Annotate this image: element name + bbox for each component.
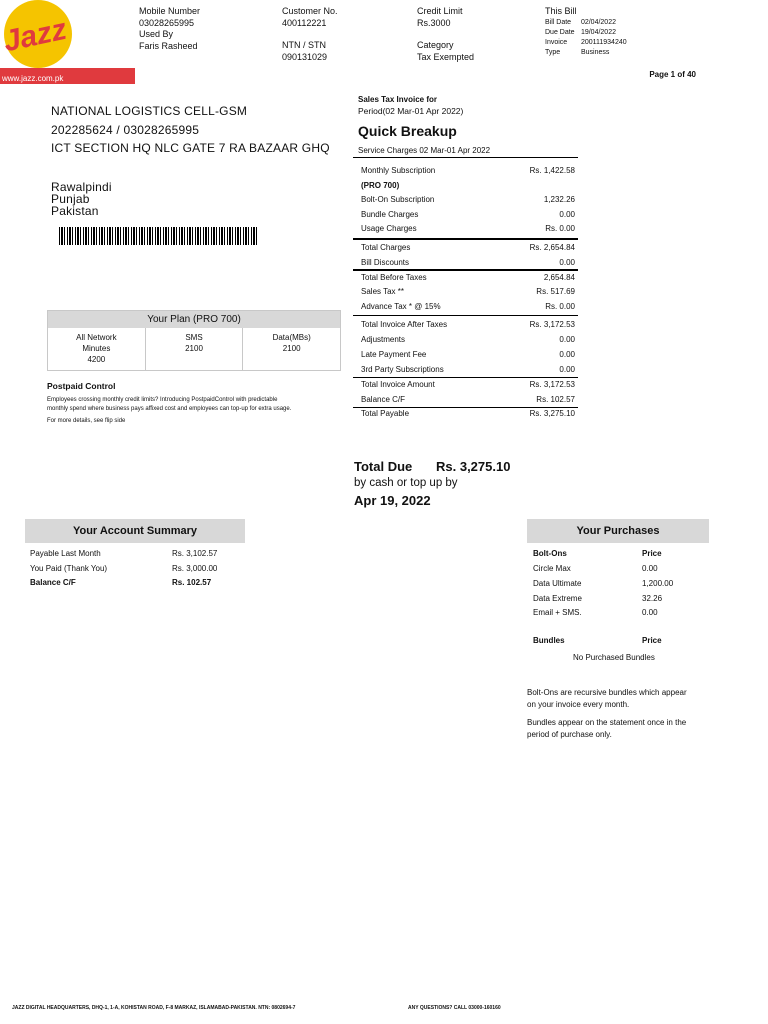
bolton-data-ultimate: Data Ultimate 1,200.00 <box>533 579 674 588</box>
credit-value: Rs.3000 <box>417 17 451 28</box>
footer-address: JAZZ DIGITAL HEADQUARTERS, DHQ-1, 1-A, KOHISTAN ROAD, F-8 MARKAZ, ISLAMABAD-PAKISTAN. NTN: 0802694-7 <box>12 1005 296 1011</box>
postpaid-link[interactable]: For more details, see flip side <box>47 418 126 424</box>
header-mobile-block <box>139 6 200 52</box>
rule-after-taxes <box>353 315 578 316</box>
jazz-logo <box>0 0 80 68</box>
header-customer-block <box>282 6 338 63</box>
customer-address <box>51 102 330 158</box>
customer-name: NATIONAL LOGISTICS CELL-GSM <box>51 104 248 118</box>
customer-street: ICT SECTION HQ NLC GATE 7 RA BAZAAR GHQ <box>51 141 330 155</box>
total-due <box>354 459 510 474</box>
boltons-note: Bolt-Ons are recursive bundles which appear on your invoice every month. Bundles appear on the statement once in the period of purchase only. <box>527 688 687 739</box>
breakup-top-rule <box>353 157 578 158</box>
row-advance-tax: Advance Tax * @ 15% Rs. 0.00 <box>361 302 575 311</box>
row-bill-discounts: Bill Discounts 0.00 <box>361 258 575 267</box>
type-row: Type Business <box>545 48 610 56</box>
footer-helpline[interactable]: ANY QUESTIONS? CALL 03000-160160 <box>408 1005 501 1011</box>
customer-province: Punjab <box>51 192 90 206</box>
barcode <box>59 227 259 245</box>
row-total-before-taxes: Total Before Taxes 2,654.84 <box>361 273 575 282</box>
bill-date-row: Bill Date 02/04/2022 <box>545 18 616 26</box>
summary-payable-last-month: Payable Last Month Rs. 3,102.57 <box>30 549 218 558</box>
used-by-label: Used By <box>139 29 174 39</box>
page-number: Page 1 of 40 <box>649 70 696 79</box>
row-plan-name: (PRO 700) <box>361 181 400 190</box>
postpaid-title: Postpaid Control <box>47 381 116 391</box>
plan-sms: SMS 2100 <box>146 328 244 370</box>
mobile-label: Mobile Number <box>139 6 201 16</box>
summary-you-paid: You Paid (Thank You) Rs. 3,000.00 <box>30 564 218 573</box>
customer-country: Pakistan <box>51 204 99 218</box>
boltons-header: Bolt-Ons Price <box>533 549 662 558</box>
row-total-payable: Total Payable Rs. 3,275.10 <box>361 409 575 418</box>
row-bolt-on: Bolt-On Subscription 1,232.26 <box>361 195 575 204</box>
summary-balance-cf: Balance C/F Rs. 102.57 <box>30 578 212 587</box>
no-bundles: No Purchased Bundles <box>573 653 655 662</box>
customer-account: 202285624 / 03028265995 <box>51 122 200 137</box>
row-late-fee: Late Payment Fee 0.00 <box>361 350 575 359</box>
service-charges-period: Service Charges 02 Mar-01 Apr 2022 <box>358 146 491 155</box>
postpaid-line2: monthly spend where business pays affixed cost and employees can top-up for extra usage. <box>47 406 292 412</box>
mobile-value: 03028265995 <box>139 17 195 28</box>
payment-method: by cash or top up by <box>354 477 458 489</box>
header-this-bill-block <box>545 6 627 58</box>
bolton-email-sms: Email + SMS. 0.00 <box>533 608 658 617</box>
plan-data: Data(MBs) 2100 <box>272 333 311 353</box>
row-total-invoice-amount: Total Invoice Amount Rs. 3,172.53 <box>361 380 575 389</box>
invoice-period: Period(02 Mar-01 Apr 2022) <box>358 106 464 116</box>
ntn-value: 090131029 <box>282 51 328 62</box>
due-date-row: Due Date 19/04/2022 <box>545 28 616 36</box>
used-by-value: Faris Rasheed <box>139 40 198 51</box>
bundles-header: Bundles Price <box>533 636 662 645</box>
customer-value: 400112221 <box>282 17 327 28</box>
header-credit-block <box>417 6 474 63</box>
logo-text: Jazz <box>0 12 70 59</box>
plan-title: Your Plan (PRO 700) <box>48 311 340 328</box>
postpaid-control <box>47 381 291 426</box>
invoice-row: Invoice 200111934240 <box>545 38 627 46</box>
plan-minutes: All Network Minutes 4200 <box>48 328 146 370</box>
credit-label: Credit Limit <box>417 6 463 16</box>
category-label: Category <box>417 40 454 50</box>
due-date: Apr 19, 2022 <box>354 493 431 508</box>
postpaid-line1: Employees crossing monthly credit limits? Introducing PostpaidControl with predictable <box>47 397 278 403</box>
bolton-circle-max: Circle Max 0.00 <box>533 564 658 573</box>
row-monthly-subscription: Monthly Subscription Rs. 1,422.58 <box>361 166 575 175</box>
row-sales-tax: Sales Tax ** Rs. 517.69 <box>361 287 575 296</box>
purchases-title: Your Purchases <box>527 519 709 543</box>
quick-breakup-title: Quick Breakup <box>358 123 457 139</box>
total-due-label: Total Due <box>354 459 413 474</box>
row-balance-cf: Balance C/F Rs. 102.57 <box>361 395 575 404</box>
account-summary-title: Your Account Summary <box>25 519 245 543</box>
plan-box <box>47 310 341 371</box>
bolton-data-extreme: Data Extreme 32.26 <box>533 594 663 603</box>
row-3rd-party: 3rd Party Subscriptions 0.00 <box>361 365 575 374</box>
plan-columns <box>48 328 340 370</box>
this-bill-label: This Bill <box>545 6 577 16</box>
row-total-charges: Total Charges Rs. 2,654.84 <box>361 243 575 252</box>
customer-city: Rawalpindi <box>51 180 112 194</box>
row-adjustments: Adjustments 0.00 <box>361 335 575 344</box>
website-url[interactable]: www.jazz.com.pk <box>2 74 64 83</box>
customer-label: Customer No. <box>282 6 338 16</box>
row-usage-charges: Usage Charges Rs. 0.00 <box>361 224 575 233</box>
category-value: Tax Exempted <box>417 51 475 62</box>
ntn-label: NTN / STN <box>282 40 326 50</box>
rule-total-charges <box>353 238 578 240</box>
customer-region <box>51 181 112 217</box>
row-bundle-charges: Bundle Charges 0.00 <box>361 210 575 219</box>
website-bar <box>0 68 135 84</box>
sales-tax-invoice-label: Sales Tax Invoice for <box>358 95 437 104</box>
total-due-amount: Rs. 3,275.10 <box>436 459 511 474</box>
row-total-after-taxes: Total Invoice After Taxes Rs. 3,172.53 <box>361 320 575 329</box>
